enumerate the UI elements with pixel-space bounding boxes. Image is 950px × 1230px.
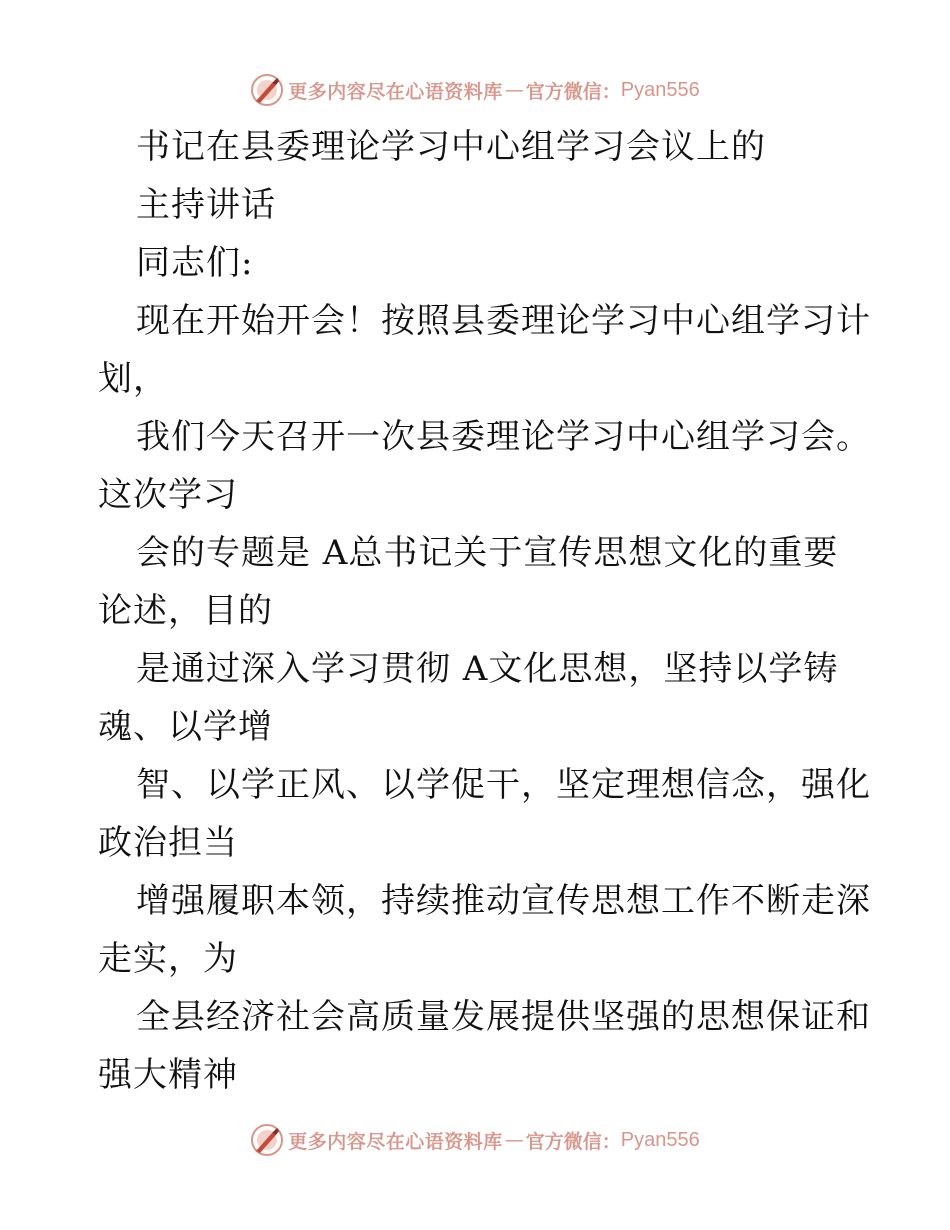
paragraph-line: 我们今天召开一次县委理论学习中心组学习会。	[136, 417, 871, 457]
watermark-header	[0, 70, 950, 110]
paragraph-line: 这次学习	[98, 475, 238, 515]
watermark-separator: —	[504, 79, 524, 101]
watermark-wechat-id: Pyan556	[620, 78, 700, 101]
paragraph-line: 现在开始开会！按照县委理论学习中心组学习计	[136, 301, 871, 341]
paragraph-line: 增强履职本领，持续推动宣传思想工作不断走深	[136, 881, 871, 921]
watermark-text: 更多内容尽在心语资料库	[288, 80, 503, 103]
paragraph-line: 会的专题是 A总书记关于宣传思想文化的重要	[136, 533, 839, 573]
watermark-wechat-id: Pyan556	[620, 1128, 700, 1151]
document-body	[98, 118, 871, 1104]
watermark-wechat-label: 官方微信：	[525, 1130, 621, 1153]
paragraph-line: 划，	[98, 359, 168, 399]
watermark-wechat-label: 官方微信：	[525, 80, 621, 103]
title-line-1: 书记在县委理论学习中心组学习会议上的	[136, 127, 766, 167]
paragraph-line: 智、以学正风、以学促干，坚定理想信念，强化	[136, 765, 871, 805]
paragraph-line: 政治担当	[98, 823, 238, 863]
salutation: 同志们:	[136, 243, 254, 283]
watermark-footer	[0, 1120, 950, 1160]
watermark-text: 更多内容尽在心语资料库	[288, 1130, 503, 1153]
paragraph-line: 是通过深入学习贯彻 A文化思想，坚持以学铸	[136, 649, 839, 689]
paragraph-line: 全县经济社会高质量发展提供坚强的思想保证和	[136, 997, 871, 1037]
paragraph-line: 魂、以学增	[98, 707, 273, 747]
pen-logo-icon	[250, 73, 284, 107]
paragraph-line: 论述，目的	[98, 591, 273, 631]
title-line-2: 主持讲话	[136, 185, 276, 225]
watermark-separator: —	[504, 1129, 524, 1151]
paragraph-line: 走实，为	[98, 939, 238, 979]
paragraph-line: 强大精神	[98, 1055, 238, 1095]
pen-logo-icon	[250, 1123, 284, 1157]
